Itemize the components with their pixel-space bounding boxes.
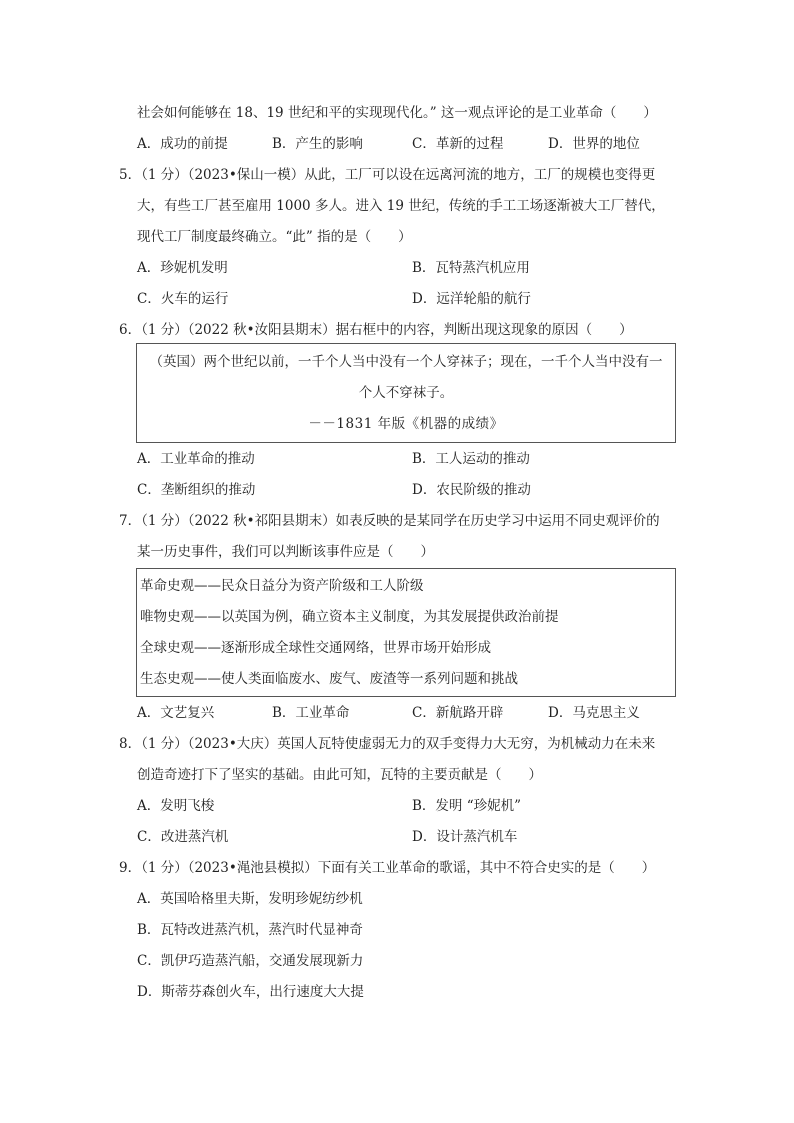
q6-quote-box	[136, 343, 676, 443]
q9-option-c[interactable]: C．凯伊巧造蒸汽船，交通发展现新力	[137, 953, 364, 969]
q6-quote-source: －－1831 年版《机器的成绩》	[308, 416, 504, 432]
q5-stem-line-3: 现代工厂制度最终确立。“此” 指的是（ ）	[137, 229, 412, 245]
q5-option-c[interactable]: C．火车的运行	[137, 291, 229, 307]
q4-option-d[interactable]: D．世界的地位	[548, 136, 640, 152]
q6-option-d[interactable]: D．农民阶级的推动	[412, 482, 531, 498]
q7-option-b[interactable]: B．工业革命	[272, 705, 350, 721]
q8-option-b[interactable]: B．发明 “珍妮机”	[412, 798, 522, 814]
q4-option-a[interactable]: A．成功的前提	[137, 136, 228, 152]
q9-stem: 9．（1 分）（2023•渑池县模拟）下面有关工业革命的歌谣，其中不符合史实的是（ ）	[119, 860, 656, 876]
q6-option-c[interactable]: C．垄断组织的推动	[137, 482, 256, 498]
q5-option-a[interactable]: A．珍妮机发明	[137, 260, 228, 276]
q7-table-row-3: 全球史观——逐渐形成全球性交通网络，世界市场开始形成	[140, 640, 491, 656]
q4-continuation-text: 社会如何能够在 18、19 世纪和平的实现现代化。” 这一观点评论的是工业革命（ ）	[137, 105, 657, 121]
q8-option-d[interactable]: D．设计蒸汽机车	[412, 829, 518, 845]
q7-table-row-1: 革命史观——民众日益分为资产阶级和工人阶级	[140, 578, 424, 594]
q6-quote-line-1: （英国）两个世纪以前，一千个人当中没有一个人穿袜子；现在，一千个人当中没有一	[149, 354, 663, 370]
q4-option-b[interactable]: B．产生的影响	[272, 136, 363, 152]
q5-stem-line-1: 5．（1 分）（2023•保山一模）从此，工厂可以设在远离河流的地方，工厂的规模也变得更	[119, 167, 656, 183]
q8-option-c[interactable]: C．改进蒸汽机	[137, 829, 229, 845]
q6-option-a[interactable]: A．工业革命的推动	[137, 451, 255, 467]
q8-stem-line-1: 8．（1 分）（2023•大庆）英国人瓦特使虚弱无力的双手变得力大无穷，为机械动力在未来	[119, 736, 656, 752]
q5-option-b[interactable]: B．瓦特蒸汽机应用	[412, 260, 530, 276]
q6-stem: 6．（1 分）（2022 秋•汝阳县期末）据右框中的内容，判断出现这现象的原因（ ）	[119, 322, 633, 338]
q7-option-a[interactable]: A．文艺复兴	[137, 705, 215, 721]
q9-option-d[interactable]: D．斯蒂芬森创火车，出行速度大大提	[137, 984, 364, 1000]
q9-option-b[interactable]: B．瓦特改进蒸汽机，蒸汽时代显神奇	[137, 922, 363, 938]
q7-option-d[interactable]: D．马克思主义	[548, 705, 640, 721]
q5-stem-line-2: 大，有些工厂甚至雇用 1000 多人。进入 19 世纪，传统的手工工场逐渐被大工厂替代，	[137, 198, 665, 214]
q7-stem-line-1: 7．（1 分）（2022 秋•祁阳县期末）如表反映的是某同学在历史学习中运用不同史观评价的	[119, 513, 660, 529]
q8-stem-line-2: 创造奇迹打下了坚实的基础。由此可知，瓦特的主要贡献是（ ）	[137, 767, 542, 783]
q8-option-a[interactable]: A．发明飞梭	[137, 798, 215, 814]
q7-table-row-4: 生态史观——使人类面临废水、废气、废渣等一系列问题和挑战	[140, 671, 518, 687]
q4-option-c[interactable]: C．革新的过程	[412, 136, 504, 152]
q9-option-a[interactable]: A．英国哈格里夫斯，发明珍妮纺纱机	[137, 891, 363, 907]
q7-table-row-2: 唯物史观——以英国为例，确立资本主义制度，为其发展提供政治前提	[140, 609, 559, 625]
q7-viewpoint-table	[136, 568, 676, 697]
q6-quote-line-2: 个人不穿袜子。	[358, 385, 454, 401]
q7-stem-line-2: 某一历史事件，我们可以判断该事件应是（ ）	[137, 544, 434, 560]
q5-option-d[interactable]: D．远洋轮船的航行	[412, 291, 531, 307]
q6-option-b[interactable]: B．工人运动的推动	[412, 451, 530, 467]
q7-option-c[interactable]: C．新航路开辟	[412, 705, 504, 721]
